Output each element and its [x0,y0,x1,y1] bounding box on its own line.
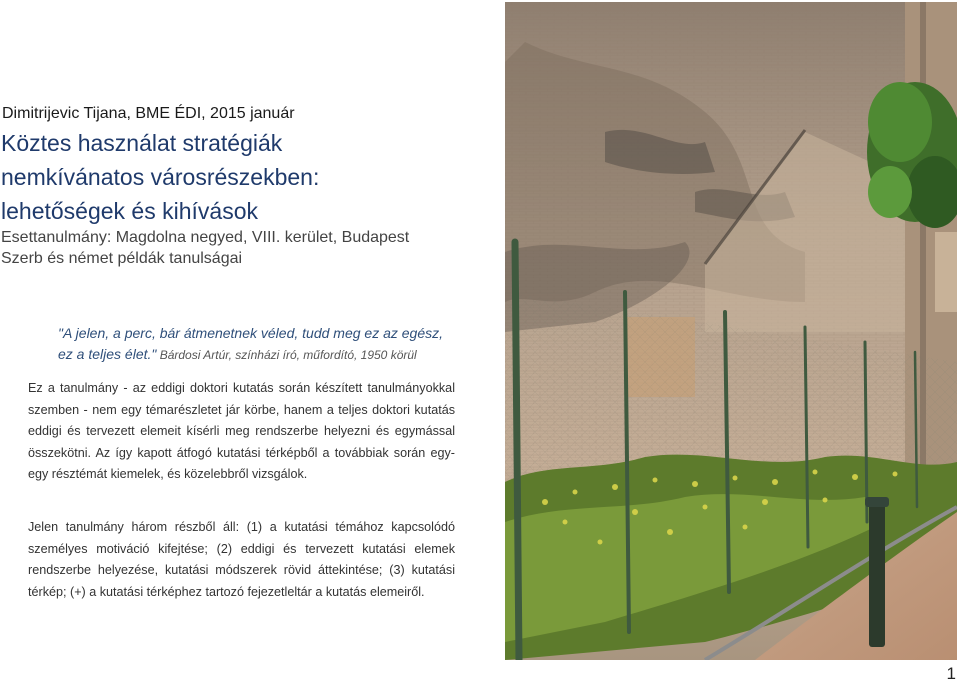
body-paragraph-2: Jelen tanulmány három részből áll: (1) a kutatási témához kapcsolódó személyes motiváció kifejtése; (2) eddigi és tervezett kutatási elemek rendszerbe helyezése, kutatási módszerek rövid áttekintése; (3) kutatási térkép; (+) a kutatási térképhez tartozó fejezetleltár a kutatás elemeiről. [28,520,455,599]
title-line: lehetőségek és kihívások [1,198,258,224]
page-number: 1 [946,664,956,683]
street-photo [505,2,957,660]
subtitle-line: Szerb és német példák tanulságai [1,250,243,267]
epigraph-quote [58,323,456,366]
title-line: nemkívánatos városrészekben: [1,164,320,190]
quote-author: Bárdosi Artúr, színházi író, műfordító, 1950 körül [156,348,417,362]
tree [867,82,957,228]
subtitle-line: Esettanulmány: Magdolna negyed, VIII. kerület, Budapest [1,229,410,246]
document-subtitle [1,227,461,269]
document-title [1,126,461,228]
author-line: Dimitrijevic Tijana, BME ÉDI, 2015 január [2,105,295,122]
title-line: Köztes használat stratégiák [1,130,283,156]
body-paragraph-1: Ez a tanulmány - az eddigi doktori kutatás során készített tanulmányokkal szemben - nem egy témarészletet jár körbe, hanem a teljes doktori kutatás eddigi és tervezett elemeit kísérli meg rendszerbe helyezni és egymással összekötni. Az így kapott átfogó kutatási térképből a továbbiak során egy-egy résztémát kiemelek, és közelebbről vizsgálok. [28,381,455,481]
quote-text: "A jelen, a perc, bár átmenetnek véled, tudd meg ez az egész, ez a teljes élet." [58,325,444,362]
photo-illustration [505,2,957,660]
